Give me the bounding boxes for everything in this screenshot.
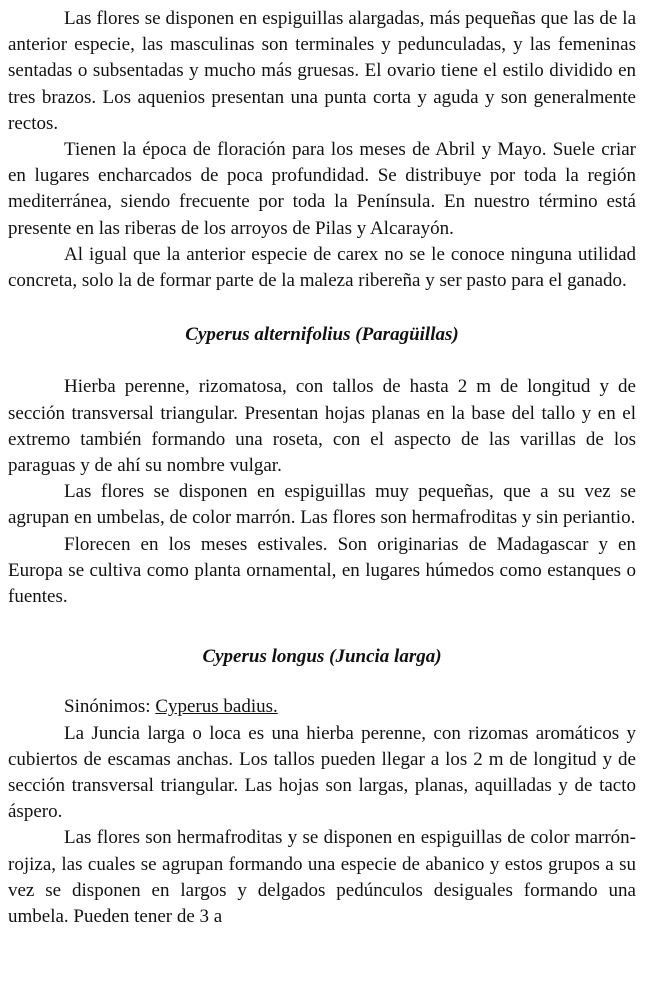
document-page [8,6,636,930]
intro-paragraph-1: Las flores se disponen en espiguillas alargadas, más pequeñas que las de la anterior especie, las masculinas son terminales y pedunculadas, y las femeninas sentadas o subsentadas y mucho más gruesas. El ovario tiene el estilo dividido en tres brazos. Los aquenios presentan una punta corta y aguda y son generalmente rectos. [8,8,636,134]
synonyms-label: Sinónimos: [64,696,151,718]
section-heading-cyperus-longus: Cyperus longus (Juncia larga) [202,646,442,668]
section1-paragraph-1: Hierba perenne, rizomatosa, con tallos de hasta 2 m de longitud y de sección transversal triangular. Presentan hojas planas en la base del tallo y en el extremo también formando una roseta, con el aspecto de las varillas de los paraguas y de ahí su nombre vulgar. [8,376,636,477]
section2-paragraph-1: La Juncia larga o loca es una hierba perenne, con rizomas aromáticos y cubiertos de escamas anchas. Los tallos pueden llegar a los 2 m de longitud y de sección transversal triangular. Las hojas son largas, planas, aquilladas y de tacto áspero. [8,722,636,823]
intro-paragraph-3: Al igual que la anterior especie de carex no se le conoce ninguna utilidad concreta, solo la de formar parte de la maleza ribereña y ser pasto para el ganado. [8,243,636,292]
section-heading-cyperus-alternifolius: Cyperus alternifolius (Paragüillas) [185,324,459,346]
synonyms-line [8,694,636,720]
section2-paragraph-2: Las flores son hermafroditas y se disponen en espiguillas de color marrón-rojiza, las cuales se agrupan formando una especie de abanico y estos grupos a su vez se disponen en largos y delgados pedúnculos desiguales formando una umbela. Pueden tener de 3 a [8,827,636,928]
synonyms-value: Cyperus badius. [155,696,278,718]
section1-paragraph-3: Florecen en los meses estivales. Son originarias de Madagascar y en Europa se cultiva como planta ornamental, en lugares húmedos como estanques o fuentes. [8,533,636,608]
intro-paragraph-2: Tienen la época de floración para los meses de Abril y Mayo. Suele criar en lugares encharcados de poca profundidad. Se distribuye por toda la región mediterránea, siendo frecuente por toda la Península. En nuestro término está presente en las riberas de los arroyos de Pilas y Alcarayón. [8,139,636,239]
section1-paragraph-2: Las flores se disponen en espiguillas muy pequeñas, que a su vez se agrupan en umbelas, de color marrón. Las flores son hermafroditas y sin periantio. [8,481,636,529]
